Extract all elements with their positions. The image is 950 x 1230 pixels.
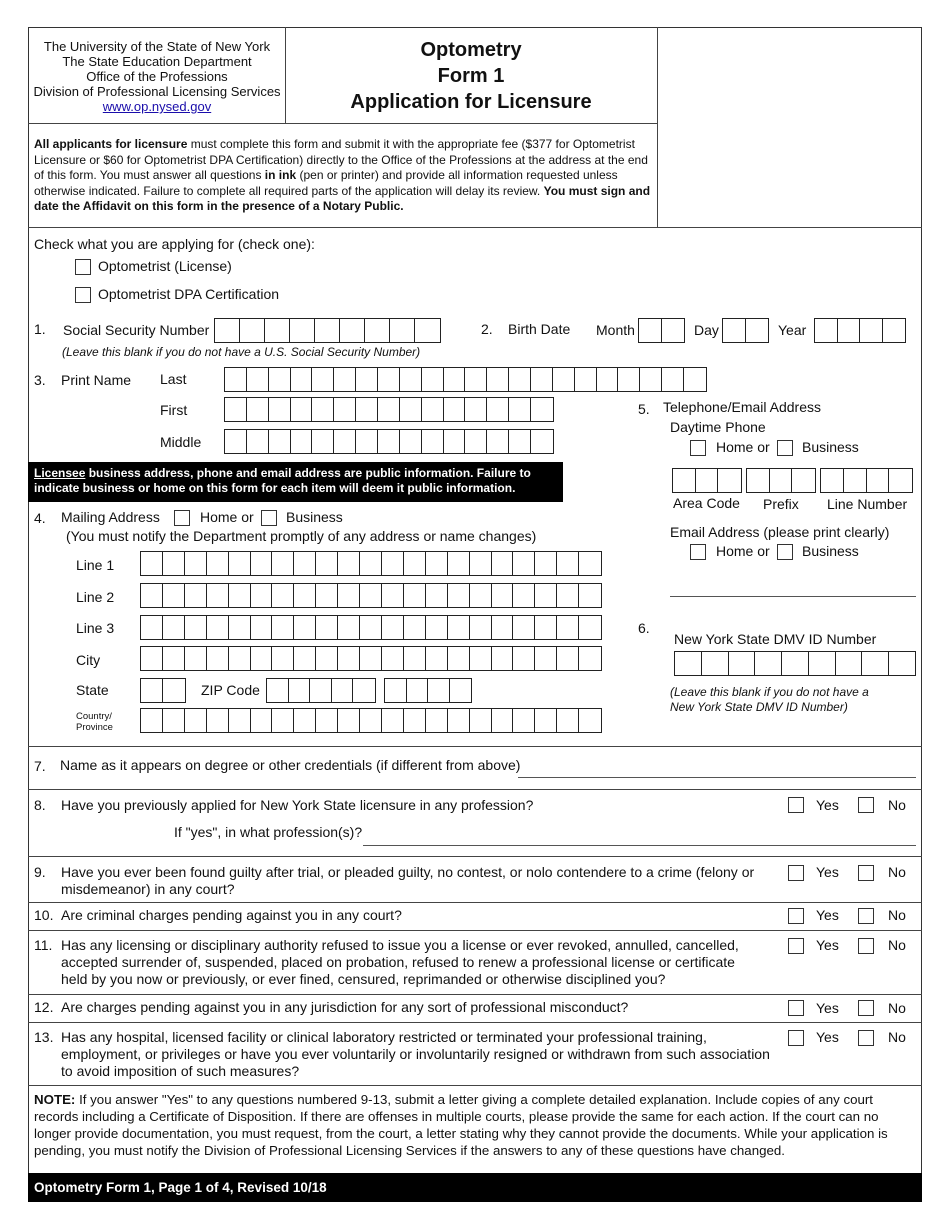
address-line1-input[interactable] <box>140 551 602 576</box>
line1-label: Line 1 <box>76 557 115 573</box>
country-province-label <box>76 711 113 733</box>
birth-day-input[interactable] <box>722 318 769 343</box>
yes-label: Yes <box>816 1029 839 1045</box>
section-divider <box>28 994 922 995</box>
state-input[interactable] <box>140 678 186 703</box>
instructions-text: (pen or printer) and provide all information requested unless otherwise indicated. Failure to complete all required parts of the application will delay its review. <box>34 168 618 198</box>
email-label: Email Address (please print clearly) <box>670 524 890 540</box>
zip-label: ZIP Code <box>201 682 260 698</box>
birth-date-label: Birth Date <box>508 321 571 337</box>
no-label: No <box>888 1000 906 1016</box>
form-title <box>286 37 656 115</box>
email-home-checkbox[interactable] <box>690 544 706 560</box>
note-bold: NOTE: <box>34 1092 76 1107</box>
section-divider <box>28 930 922 931</box>
note-text: If you answer "Yes" to any questions numbered 9-13, submit a letter giving a complete detailed explanation. Include copies of any court records including a Certificate of Disposition. If there are offenses in multiple courts, please provide the same for each action. If the court can no longer provide documentation, you must request, from the court, a letter stating why they cannot provide the documents. While your application is pending, you must notify the Division of Professional Licensing Services if the answers to any of these questions have changed. <box>34 1092 888 1158</box>
q10-no-checkbox[interactable] <box>858 908 874 924</box>
province-label: Province <box>76 722 113 733</box>
q7-input-line[interactable] <box>518 777 916 778</box>
mailing-address-label: Mailing Address <box>61 509 160 525</box>
note-paragraph <box>34 1091 918 1159</box>
country-label: Country/ <box>76 711 112 722</box>
tel-email-label: Telephone/Email Address <box>663 399 821 415</box>
middle-label: Middle <box>160 434 202 450</box>
phone-business-checkbox[interactable] <box>777 440 793 456</box>
title-line: Optometry <box>420 39 522 61</box>
header-divider <box>28 123 658 124</box>
q13-number: 13. <box>34 1029 54 1045</box>
ssn-label: Social Security Number <box>63 322 210 338</box>
zip-input[interactable] <box>266 678 376 703</box>
no-label: No <box>888 907 906 923</box>
yes-label: Yes <box>816 1000 839 1016</box>
q10-yes-checkbox[interactable] <box>788 908 804 924</box>
q7-number: 7. <box>34 758 46 774</box>
website-link[interactable]: www.op.nysed.gov <box>102 99 212 114</box>
business-label: Business <box>286 509 343 525</box>
first-name-input[interactable] <box>224 397 554 422</box>
q12-yes-checkbox[interactable] <box>788 1000 804 1016</box>
agency-line: Division of Professional Licensing Services <box>33 84 281 99</box>
phone-home-checkbox[interactable] <box>690 440 706 456</box>
section-divider <box>28 746 922 747</box>
dmv-note-line: New York State DMV ID Number) <box>670 700 848 714</box>
yes-label: Yes <box>816 797 839 813</box>
business-label: Business <box>802 543 859 559</box>
title-line: Form 1 <box>437 65 505 87</box>
notice-text: business address, phone and email address are public information. Failure to indicate business or home on this form for each item will deem it public information. <box>34 466 531 495</box>
q9-no-checkbox[interactable] <box>858 865 874 881</box>
q2-number: 2. <box>481 321 493 337</box>
city-label: City <box>76 652 101 668</box>
q8-yes-checkbox[interactable] <box>788 797 804 813</box>
prefix-input[interactable] <box>746 468 816 493</box>
area-code-label: Area Code <box>673 495 740 511</box>
instructions-bold: You must sign and date the Affidavit on this form in the presence of a Notary Public. <box>34 183 651 213</box>
ssn-input[interactable] <box>214 318 441 343</box>
section-divider <box>28 856 922 857</box>
city-input[interactable] <box>140 646 602 671</box>
last-label: Last <box>160 371 187 387</box>
instructions-text: must complete this form and submit it with the appropriate fee ($377 for Optometrist Licensure or $60 for Optometrist DPA Certification) directly to the Office of the Professions at the address at the end of this form. You must answer all questions <box>34 137 648 182</box>
yes-label: Yes <box>816 907 839 923</box>
business-label: Business <box>802 439 859 455</box>
prefix-label: Prefix <box>763 496 799 512</box>
public-info-notice <box>28 462 563 502</box>
notice-underlined: Licensee <box>34 466 86 480</box>
section-divider <box>28 1085 922 1086</box>
daytime-phone-label: Daytime Phone <box>670 419 766 435</box>
q13-yes-checkbox[interactable] <box>788 1030 804 1046</box>
birth-year-input[interactable] <box>814 318 906 343</box>
footer-text: Optometry Form 1, Page 1 of 4, Revised 10/18 <box>34 1180 327 1195</box>
title-line: Application for Licensure <box>350 91 592 113</box>
mailing-note: (You must notify the Department promptly of any address or name changes) <box>66 528 537 544</box>
agency-line: Office of the Professions <box>86 69 228 84</box>
mailing-business-checkbox[interactable] <box>261 510 277 526</box>
zip-plus4-input[interactable] <box>384 678 472 703</box>
q8-number: 8. <box>34 797 46 813</box>
line3-label: Line 3 <box>76 620 115 636</box>
middle-name-input[interactable] <box>224 429 554 454</box>
instructions <box>34 137 652 215</box>
q4-number: 4. <box>34 510 46 526</box>
dmv-id-input[interactable] <box>674 651 916 676</box>
q9-number: 9. <box>34 864 46 880</box>
day-label: Day <box>694 322 719 338</box>
instructions-bold: in ink <box>264 168 297 182</box>
q11-text: Has any licensing or disciplinary authority refused to issue you a license or ever revoked, annulled, cancelled, accepted surrender of, suspended, placed on probation, refused to renew a professional license or certificate held by you now or previously, or ever fined, censured, reprimanded or otherwise disciplined you? <box>61 937 739 987</box>
q11-yes-checkbox[interactable] <box>788 938 804 954</box>
applying-prompt: Check what you are applying for (check one): <box>34 236 315 252</box>
no-label: No <box>888 937 906 953</box>
q11-number: 11. <box>34 937 53 953</box>
q6-number: 6. <box>638 620 650 636</box>
q8-profession-input-line[interactable] <box>363 845 916 846</box>
agency-line: The University of the State of New York <box>43 39 271 54</box>
q8-no-checkbox[interactable] <box>858 797 874 813</box>
q13-no-checkbox[interactable] <box>858 1030 874 1046</box>
address-line3-input[interactable] <box>140 615 602 640</box>
ssn-note: (Leave this blank if you do not have a U.S. Social Security Number) <box>62 345 421 359</box>
yes-label: Yes <box>816 864 839 880</box>
state-label: State <box>76 682 109 698</box>
section-divider <box>28 227 922 228</box>
line2-label: Line 2 <box>76 589 115 605</box>
address-line2-input[interactable] <box>140 583 602 608</box>
instructions-bold: All applicants for licensure <box>34 137 188 151</box>
q3-number: 3. <box>34 372 46 388</box>
q8-text: Have you previously applied for New York State licensure in any profession? <box>61 797 534 813</box>
q12-no-checkbox[interactable] <box>858 1000 874 1016</box>
section-divider <box>28 789 922 790</box>
dmv-note-line: (Leave this blank if you do not have a <box>670 685 869 699</box>
dmv-note <box>670 685 869 715</box>
footer-bar <box>28 1173 922 1202</box>
first-label: First <box>160 402 188 418</box>
q11-no-checkbox[interactable] <box>858 938 874 954</box>
last-name-input[interactable] <box>224 367 707 392</box>
agency-line: The State Education Department <box>62 54 252 69</box>
option-label: Optometrist (License) <box>98 258 232 274</box>
q12-number: 12. <box>34 999 54 1015</box>
option-label: Optometrist DPA Certification <box>98 286 280 302</box>
year-label: Year <box>778 322 807 338</box>
section-divider <box>28 902 922 903</box>
q1-number: 1. <box>34 321 46 337</box>
q10-text: Are criminal charges pending against you in any court? <box>61 907 402 923</box>
header-divider <box>657 27 658 228</box>
email-business-checkbox[interactable] <box>777 544 793 560</box>
home-or-label: Home or <box>716 543 770 559</box>
q9-text: Have you ever been found guilty after trial, or pleaded guilty, no contest, or nolo contendere to a crime (felony or misdemeanor) in any court? <box>61 864 755 897</box>
q9-yes-checkbox[interactable] <box>788 865 804 881</box>
yes-label: Yes <box>816 937 839 953</box>
line-number-label: Line Number <box>827 496 908 512</box>
home-or-label: Home or <box>200 509 254 525</box>
optometrist-dpa-checkbox[interactable] <box>75 287 91 303</box>
dmv-label: New York State DMV ID Number <box>674 631 877 647</box>
email-input-line[interactable] <box>670 596 916 597</box>
optometrist-license-checkbox[interactable] <box>75 259 91 275</box>
birth-month-input[interactable] <box>638 318 685 343</box>
no-label: No <box>888 797 906 813</box>
agency-block <box>30 39 284 114</box>
country-province-input[interactable] <box>140 708 602 733</box>
q7-text: Name as it appears on degree or other credentials (if different from above) <box>60 757 521 773</box>
mailing-home-checkbox[interactable] <box>174 510 190 526</box>
q10-number: 10. <box>34 907 54 923</box>
q13-text: Has any hospital, licensed facility or clinical laboratory restricted or terminated your professional training, employment, or privileges or have you ever voluntarily or involuntarily resigned or withdrawn from such association to avoid imposition of such measures? <box>61 1029 770 1079</box>
section-divider <box>28 1022 922 1023</box>
q5-number: 5. <box>638 401 650 417</box>
line-number-input[interactable] <box>820 468 913 493</box>
q12-text: Are charges pending against you in any jurisdiction for any sort of professional misconduct? <box>61 999 629 1015</box>
print-name-label: Print Name <box>61 372 132 388</box>
area-code-input[interactable] <box>672 468 742 493</box>
q8-sub-text: If "yes", in what profession(s)? <box>174 824 363 840</box>
no-label: No <box>888 1029 906 1045</box>
no-label: No <box>888 864 906 880</box>
home-or-label: Home or <box>716 439 770 455</box>
month-label: Month <box>596 322 635 338</box>
